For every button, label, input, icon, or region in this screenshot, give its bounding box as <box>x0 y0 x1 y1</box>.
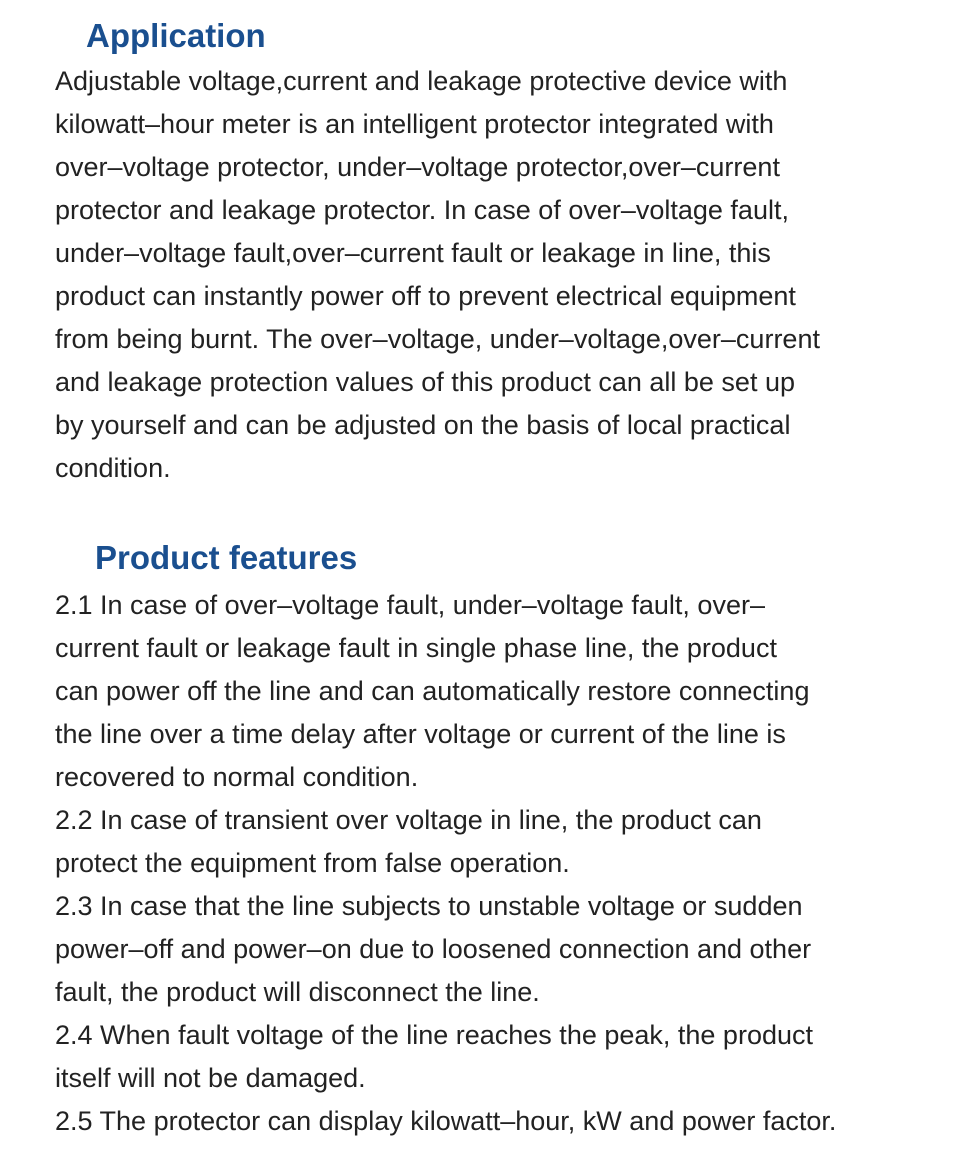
application-line-1: Adjustable voltage,current and leakage protective device with <box>55 66 788 96</box>
features-line-4: the line over a time delay after voltage or current of the line is <box>55 719 786 749</box>
application-line-6: product can instantly power off to prevent electrical equipment <box>55 281 796 311</box>
application-line-3: over–voltage protector, under–voltage protector,over–current <box>55 152 780 182</box>
application-line-10: condition. <box>55 453 171 483</box>
application-line-7: from being burnt. The over–voltage, under–voltage,over–current <box>55 324 820 354</box>
application-line-9: by yourself and can be adjusted on the basis of local practical <box>55 410 791 440</box>
features-line-9: power–off and power–on due to loosened connection and other <box>55 934 812 964</box>
application-line-4: protector and leakage protector. In case of over–voltage fault, <box>55 195 789 225</box>
features-line-8: 2.3 In case that the line subjects to unstable voltage or sudden <box>55 891 803 921</box>
features-line-1: 2.1 In case of over–voltage fault, under–voltage fault, over– <box>55 590 765 620</box>
application-paragraph <box>55 60 955 490</box>
features-line-13: 2.5 The protector can display kilowatt–hour, kW and power factor. <box>55 1106 837 1136</box>
product-features-heading: Product features <box>95 539 358 576</box>
application-line-8: and leakage protection values of this product can all be set up <box>55 367 795 397</box>
features-line-11: 2.4 When fault voltage of the line reaches the peak, the product <box>55 1020 813 1050</box>
application-line-2: kilowatt–hour meter is an intelligent protector integrated with <box>55 109 774 139</box>
features-line-10: fault, the product will disconnect the line. <box>55 977 540 1007</box>
features-line-6: 2.2 In case of transient over voltage in line, the product can <box>55 805 762 835</box>
product-features-list <box>55 584 955 1143</box>
features-line-3: can power off the line and can automatically restore connecting <box>55 676 810 706</box>
features-line-12: itself will not be damaged. <box>55 1063 366 1093</box>
features-line-5: recovered to normal condition. <box>55 762 419 792</box>
application-heading: Application <box>86 17 266 54</box>
application-line-5: under–voltage fault,over–current fault or leakage in line, this <box>55 238 771 268</box>
features-line-2: current fault or leakage fault in single phase line, the product <box>55 633 777 663</box>
features-line-7: protect the equipment from false operation. <box>55 848 570 878</box>
